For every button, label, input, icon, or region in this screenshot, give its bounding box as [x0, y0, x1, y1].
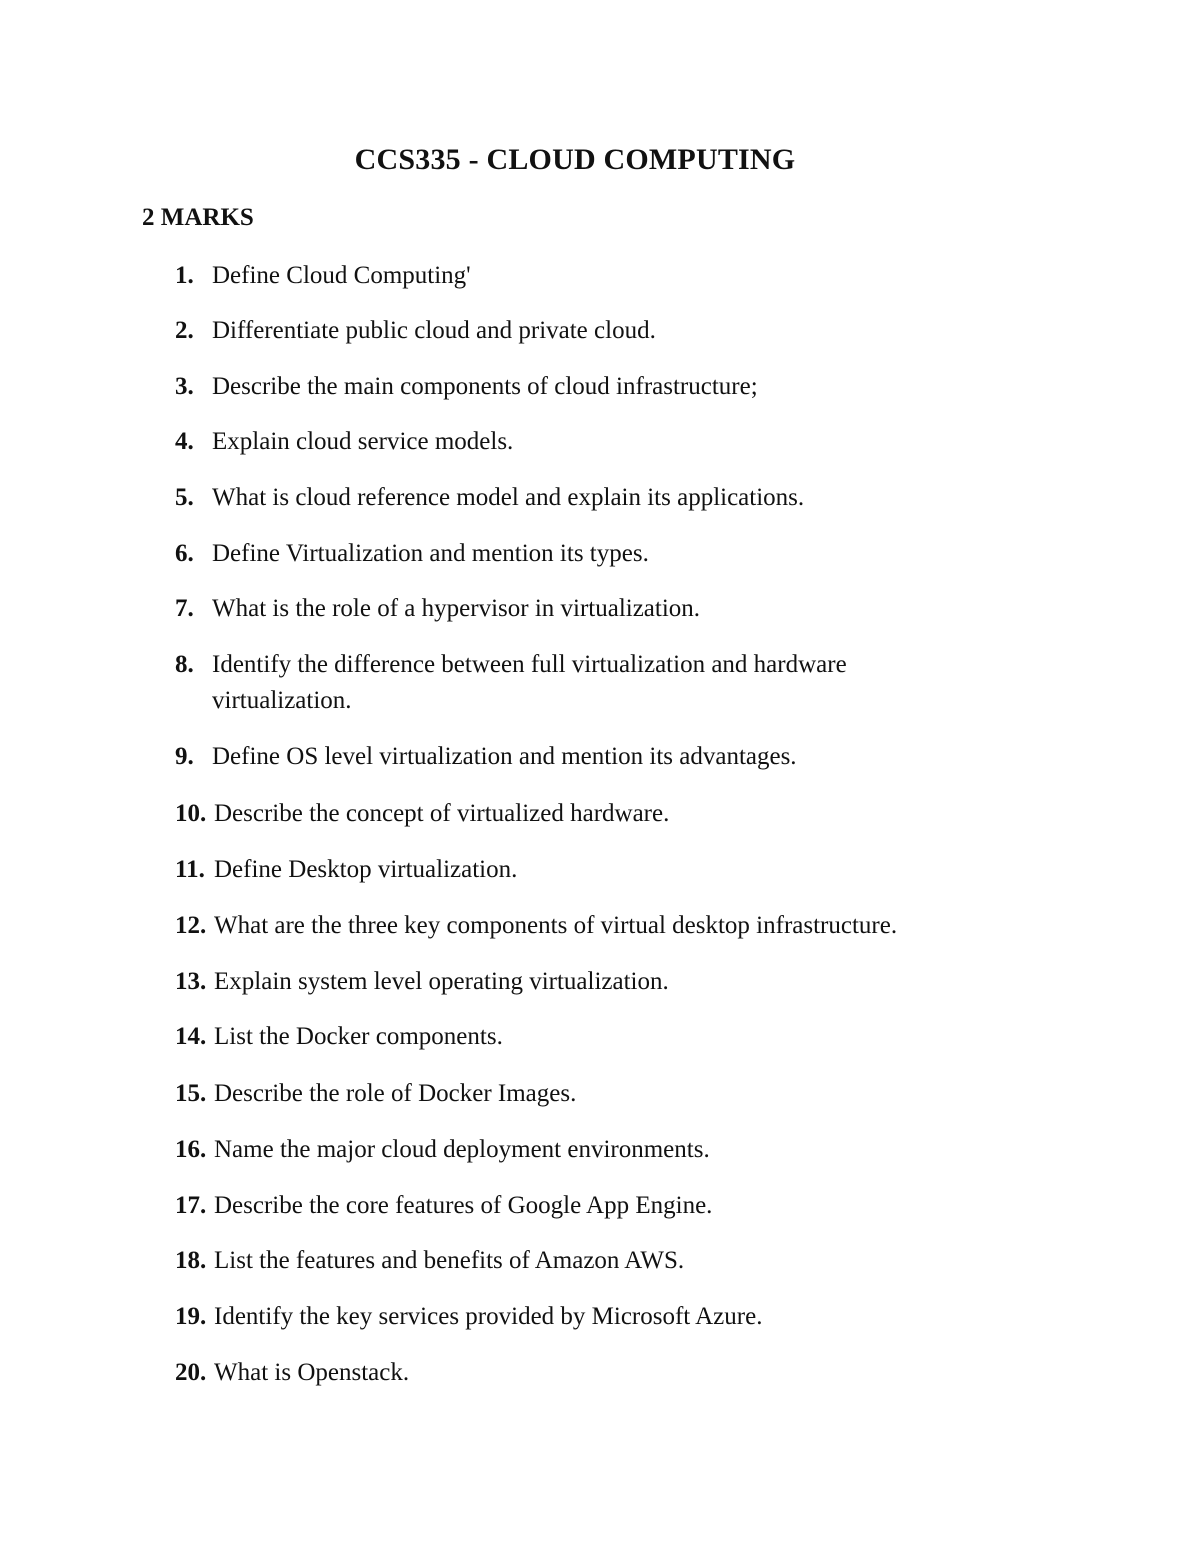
question-text: Name the major cloud deployment environments.: [214, 1136, 710, 1163]
question-text: Define OS level virtualization and mention its advantages.: [212, 743, 797, 770]
question-text: List the features and benefits of Amazon AWS.: [214, 1247, 685, 1274]
question-number: 19.: [175, 1303, 207, 1330]
question-text: Define Desktop virtualization.: [214, 856, 518, 883]
question-text: Differentiate public cloud and private cloud.: [212, 317, 656, 344]
question-number: 18.: [175, 1247, 207, 1274]
question-text: Identify the difference between full virtualization and hardware virtualization.: [212, 651, 847, 714]
question-number: 10.: [175, 800, 207, 827]
question-number: 16.: [175, 1136, 207, 1163]
section-heading: 2 MARKS: [142, 204, 254, 231]
question-text: Explain system level operating virtualization.: [214, 968, 669, 995]
question-text: What is cloud reference model and explain its applications.: [212, 484, 805, 511]
question-number: 4.: [175, 428, 194, 455]
question-text: Describe the role of Docker Images.: [214, 1080, 577, 1107]
question-number: 17.: [175, 1192, 207, 1219]
question-number: 1.: [175, 262, 194, 289]
question-number: 14.: [175, 1023, 207, 1050]
question-text: What are the three key components of virtual desktop infrastructure.: [214, 912, 898, 939]
question-text: Explain cloud service models.: [212, 428, 514, 455]
question-number: 6.: [175, 540, 194, 567]
question-text: What is Openstack.: [214, 1359, 410, 1386]
question-number: 2.: [175, 317, 194, 344]
question-text: Describe the core features of Google App Engine.: [214, 1192, 713, 1219]
question-text: Identify the key services provided by Microsoft Azure.: [214, 1303, 763, 1330]
question-text: Define Virtualization and mention its types.: [212, 540, 649, 567]
question-text: What is the role of a hypervisor in virtualization.: [212, 595, 701, 622]
question-number: 3.: [175, 373, 194, 400]
question-number: 5.: [175, 484, 194, 511]
question-text: Define Cloud Computing': [212, 262, 471, 289]
question-number: 12.: [175, 912, 207, 939]
question-text: Describe the main components of cloud infrastructure;: [212, 373, 758, 400]
question-number: 9.: [175, 743, 194, 770]
question-number: 15.: [175, 1080, 207, 1107]
question-number: 7.: [175, 595, 194, 622]
question-number: 11.: [175, 856, 205, 883]
question-number: 8.: [175, 651, 194, 678]
document-title: CCS335 - CLOUD COMPUTING: [354, 143, 796, 176]
question-text: List the Docker components.: [214, 1023, 503, 1050]
question-number: 20.: [175, 1359, 207, 1386]
question-text: Describe the concept of virtualized hardware.: [214, 800, 670, 827]
question-number: 13.: [175, 968, 207, 995]
